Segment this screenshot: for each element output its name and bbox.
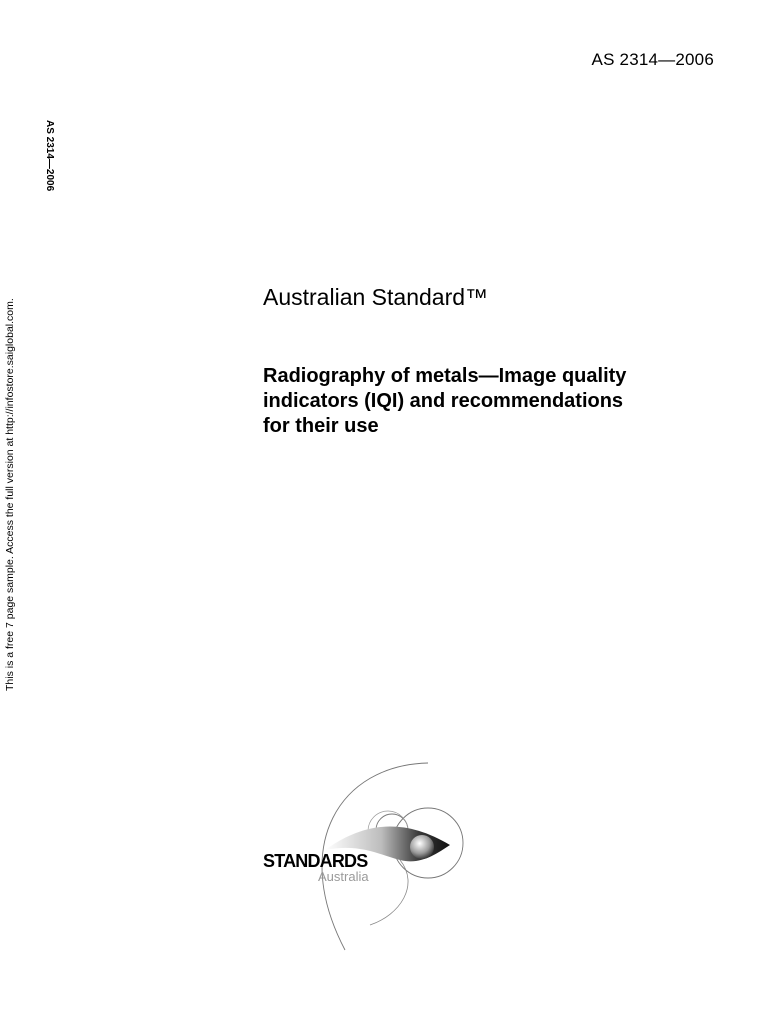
spine-document-number: AS 2314—2006 <box>44 120 55 192</box>
document-title-line-3: for their use <box>263 415 379 437</box>
series-title: Australian Standard™ <box>263 284 489 310</box>
sample-notice: This is a free 7 page sample. Access the full version at http://infostore.saiglobal.com. <box>4 298 16 691</box>
document-number: AS 2314—2006 <box>591 50 714 69</box>
logo-subtitle: Australia <box>318 869 369 884</box>
document-title-line-2: indicators (IQI) and recommendations <box>263 390 624 412</box>
document-title-line-1: Radiography of metals—Image quality <box>263 365 627 387</box>
logo-wordmark: STANDARDS <box>263 851 368 871</box>
document-title <box>263 364 703 439</box>
